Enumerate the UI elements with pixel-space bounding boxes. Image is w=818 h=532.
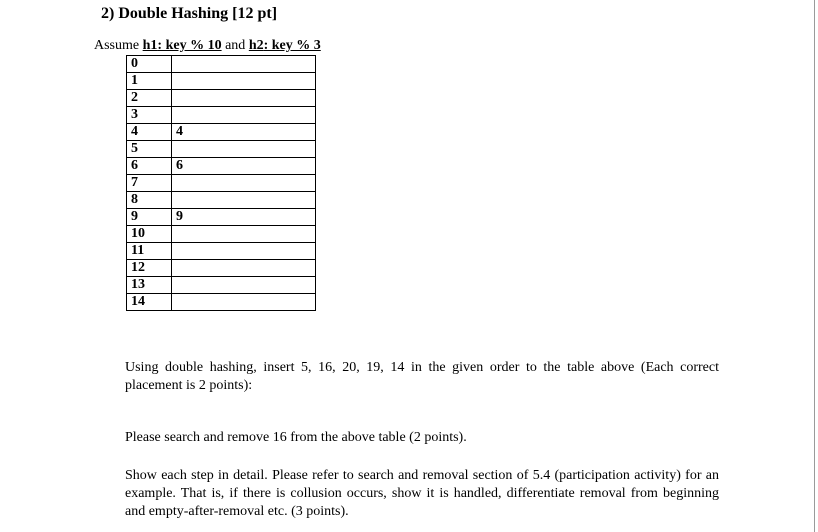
slot-index: 2 xyxy=(127,90,172,107)
slot-value xyxy=(172,73,316,90)
detail-instructions: Show each step in detail. Please refer to search and removal section of 5.4 (participation activity) for an example. That is, if there is collusion occurs, show it is handled, differentiate removal from beginning and empty-after-removal etc. (3 points). xyxy=(125,468,719,519)
slot-index: 3 xyxy=(127,107,172,124)
table-row xyxy=(127,141,316,158)
h1-expression: : key % 10 xyxy=(157,38,222,53)
slot-index: 6 xyxy=(127,158,172,175)
assumption-prefix: Assume xyxy=(94,38,143,53)
slot-index: 14 xyxy=(127,294,172,311)
slot-value xyxy=(172,243,316,260)
slot-index: 0 xyxy=(127,56,172,73)
table-row xyxy=(127,158,316,175)
table-row xyxy=(127,209,316,226)
table-row xyxy=(127,192,316,209)
page-edge-line xyxy=(814,0,815,532)
slot-index: 10 xyxy=(127,226,172,243)
table-row xyxy=(127,124,316,141)
slot-value: 4 xyxy=(172,124,316,141)
table-row xyxy=(127,175,316,192)
slot-value: 6 xyxy=(172,158,316,175)
table-row xyxy=(127,73,316,90)
table-row xyxy=(127,56,316,73)
question-heading: 2) Double Hashing [12 pt] xyxy=(101,5,278,22)
table-row xyxy=(127,226,316,243)
slot-index: 9 xyxy=(127,209,172,226)
slot-value xyxy=(172,141,316,158)
slot-value xyxy=(172,175,316,192)
slot-index: 13 xyxy=(127,277,172,294)
h1-definition xyxy=(143,38,222,53)
slot-index: 7 xyxy=(127,175,172,192)
h2-definition xyxy=(249,38,321,53)
h2-label: h2 xyxy=(248,38,264,53)
search-remove-instructions: Please search and remove 16 from the above table (2 points). xyxy=(125,430,467,445)
slot-index: 4 xyxy=(127,124,172,141)
table-row xyxy=(127,243,316,260)
insert-instructions: Using double hashing, insert 5, 16, 20, 19, 14 in the given order to the table above (Each correct placement is 2 points): xyxy=(125,360,719,393)
slot-value xyxy=(172,90,316,107)
table-row xyxy=(127,260,316,277)
slot-value xyxy=(172,226,316,243)
slot-index: 12 xyxy=(127,260,172,277)
slot-value xyxy=(172,260,316,277)
hash-function-assumption xyxy=(94,38,321,54)
slot-value xyxy=(172,294,316,311)
slot-value xyxy=(172,107,316,124)
table-row xyxy=(127,107,316,124)
hash-table xyxy=(126,55,316,311)
table-row xyxy=(127,90,316,107)
h1-label: h1 xyxy=(142,38,158,53)
table-row xyxy=(127,277,316,294)
slot-index: 5 xyxy=(127,141,172,158)
assumption-connector: and xyxy=(221,38,249,53)
slot-index: 8 xyxy=(127,192,172,209)
table-row xyxy=(127,294,316,311)
hash-table-body xyxy=(127,56,316,311)
slot-index: 1 xyxy=(127,73,172,90)
slot-value xyxy=(172,56,316,73)
slot-value xyxy=(172,277,316,294)
slot-value xyxy=(172,192,316,209)
slot-index: 11 xyxy=(127,243,172,260)
slot-value: 9 xyxy=(172,209,316,226)
h2-expression: : key % 3 xyxy=(263,38,321,53)
